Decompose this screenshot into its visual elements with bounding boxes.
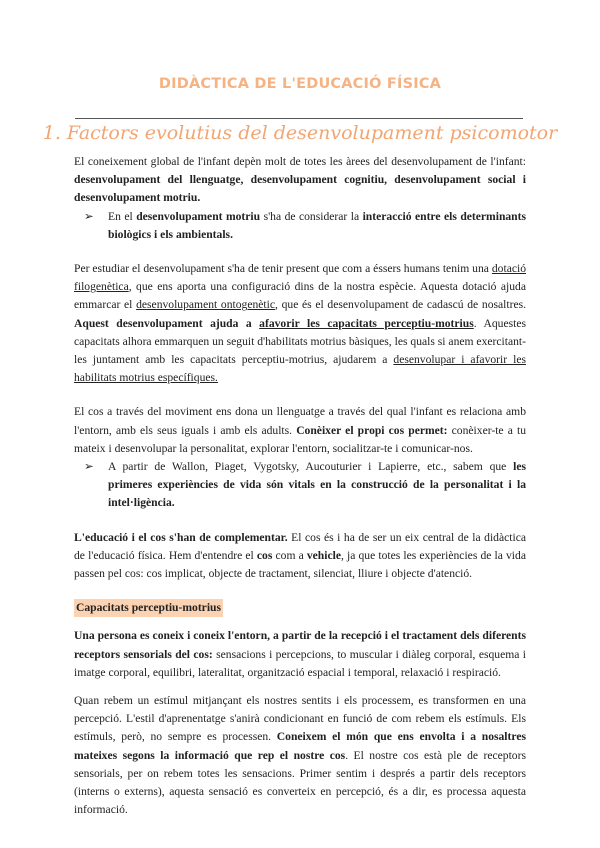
bold-text: cos	[256, 548, 273, 562]
text: Per estudiar el desenvolupament s'ha de tenir present que com a éssers humans tenim una	[74, 262, 492, 276]
text: . Aquestes capacitats alhora emmarquen un seguit d'habilitats motrius bàsiques, les quals si anem exercitant-les juntament amb les capacitats perceptiu-motrius, ajudarem a	[74, 316, 526, 367]
highlighted-subheading: Capacitats perceptiu-motrius	[74, 599, 223, 617]
arrow-bullet-icon: ➢	[84, 209, 94, 223]
bold-text: vehicle	[306, 548, 341, 562]
paragraph-perception	[74, 692, 526, 819]
bullet-item	[74, 208, 526, 244]
text: El cos és i ha de ser un eix central de la didàctica de l'educació física. Hem d'entendre el	[74, 530, 526, 562]
arrow-bullet-icon: ➢	[84, 460, 94, 474]
text: El cos a través del moviment ens dona un llenguatge a través del qual l'infant es relaciona amb l'entorn, amb els seus iguals i amb els adults.	[74, 405, 526, 437]
bold-text: interacció entre els determinants biològics i els ambientals.	[108, 209, 527, 241]
section-title: 1. Factors evolutius del desenvolupament psicomotor	[42, 122, 558, 144]
text: . El nostre cos està ple de receptors sensorials, per on rebem totes les sensacions. Primer sentim i després a partir dels receptors (interns o externs), aquesta sensació es converteix en percepció, és a dir, es processa aquesta informació.	[74, 748, 526, 817]
bold-text: Coneixem el món que ens envolta i a nosaltres mateixes segons la informació que rep el nostre cos	[74, 730, 526, 762]
text: sensacions i percepcions, to muscular i diàleg corporal, esquema i imatge corporal, equilibri, lateralitat, organització espacial i temporal, relaxació i respiració.	[74, 647, 526, 679]
text: A partir de Wallon, Piaget, Vygotsky, Aucouturier i Lapierre, etc., sabem que	[108, 460, 514, 474]
bold-text: L'educació i el cos s'han de complementar.	[74, 530, 288, 544]
bold-text: les primeres experiències de vida són vitals en la construcció de la personalitat i la intel·ligència.	[108, 460, 526, 510]
bold-underlined-text: afavorir les capacitats perceptiu-motrius	[259, 316, 474, 330]
document-header-title: DIDÀCTICA DE L'EDUCACIÓ FÍSICA	[158, 76, 442, 92]
paragraph-education-body	[74, 529, 526, 584]
underlined-text: dotació filogenètica	[74, 262, 526, 294]
bold-text: Aquest desenvolupament ajuda a	[74, 316, 260, 330]
text: , ja que totes les experiències de la vida passen pel cos: cos implicat, objecte de tractament, silenciat, lliure i objecte d'atenció.	[74, 548, 526, 581]
text: conèixer-te a tu mateix i desenvolupar la personalitat, explorar l'entorn, socialitzar-te i comunicar-nos.	[74, 423, 526, 455]
text: s'ha de considerar la	[260, 209, 363, 223]
bold-text: Conèixer el propi cos permet:	[296, 423, 448, 437]
paragraph-intro	[74, 153, 526, 208]
text: , que ens aporta una configuració dins de la nostra espècie. Aquesta dotació ajuda emmarcar el	[74, 280, 526, 312]
text: El coneixement global de l'infant depèn molt de totes les àrees del desenvolupament de l'infant:	[74, 155, 526, 168]
underlined-text: desenvolupament ontogenètic	[136, 298, 276, 312]
text: En el	[108, 209, 137, 223]
text: Quan rebem un estímul mitjançant els nostres sentits i els processem, es transformen en una percepció. L'estil d'aprenentatge s'anirà condicionant en funció de com rebem els estímuls. Els estímuls, però, no sempre es processen.	[74, 694, 526, 744]
paragraph-development	[74, 260, 526, 387]
bullet-item	[74, 458, 526, 513]
bold-text: Una persona es coneix i coneix l'entorn, a partir de la recepció i el tractament dels diferents receptors sensorials del cos:	[74, 629, 526, 661]
underlined-text: desenvolupar i afavorir les habilitats motrius específiques.	[74, 353, 526, 385]
text: , que és el desenvolupament de cadascú de nosaltres.	[275, 298, 527, 312]
subheading	[74, 599, 526, 617]
paragraph-receptors	[74, 627, 526, 682]
paragraph-body-language	[74, 403, 526, 458]
text: com a	[272, 548, 307, 562]
document-body	[74, 153, 526, 820]
bold-text: desenvolupament motriu	[136, 209, 261, 223]
bold-text: desenvolupament del llenguatge, desenvolupament cognitiu, desenvolupament social i desenvolupament motriu.	[74, 173, 526, 205]
header-divider	[75, 118, 523, 119]
